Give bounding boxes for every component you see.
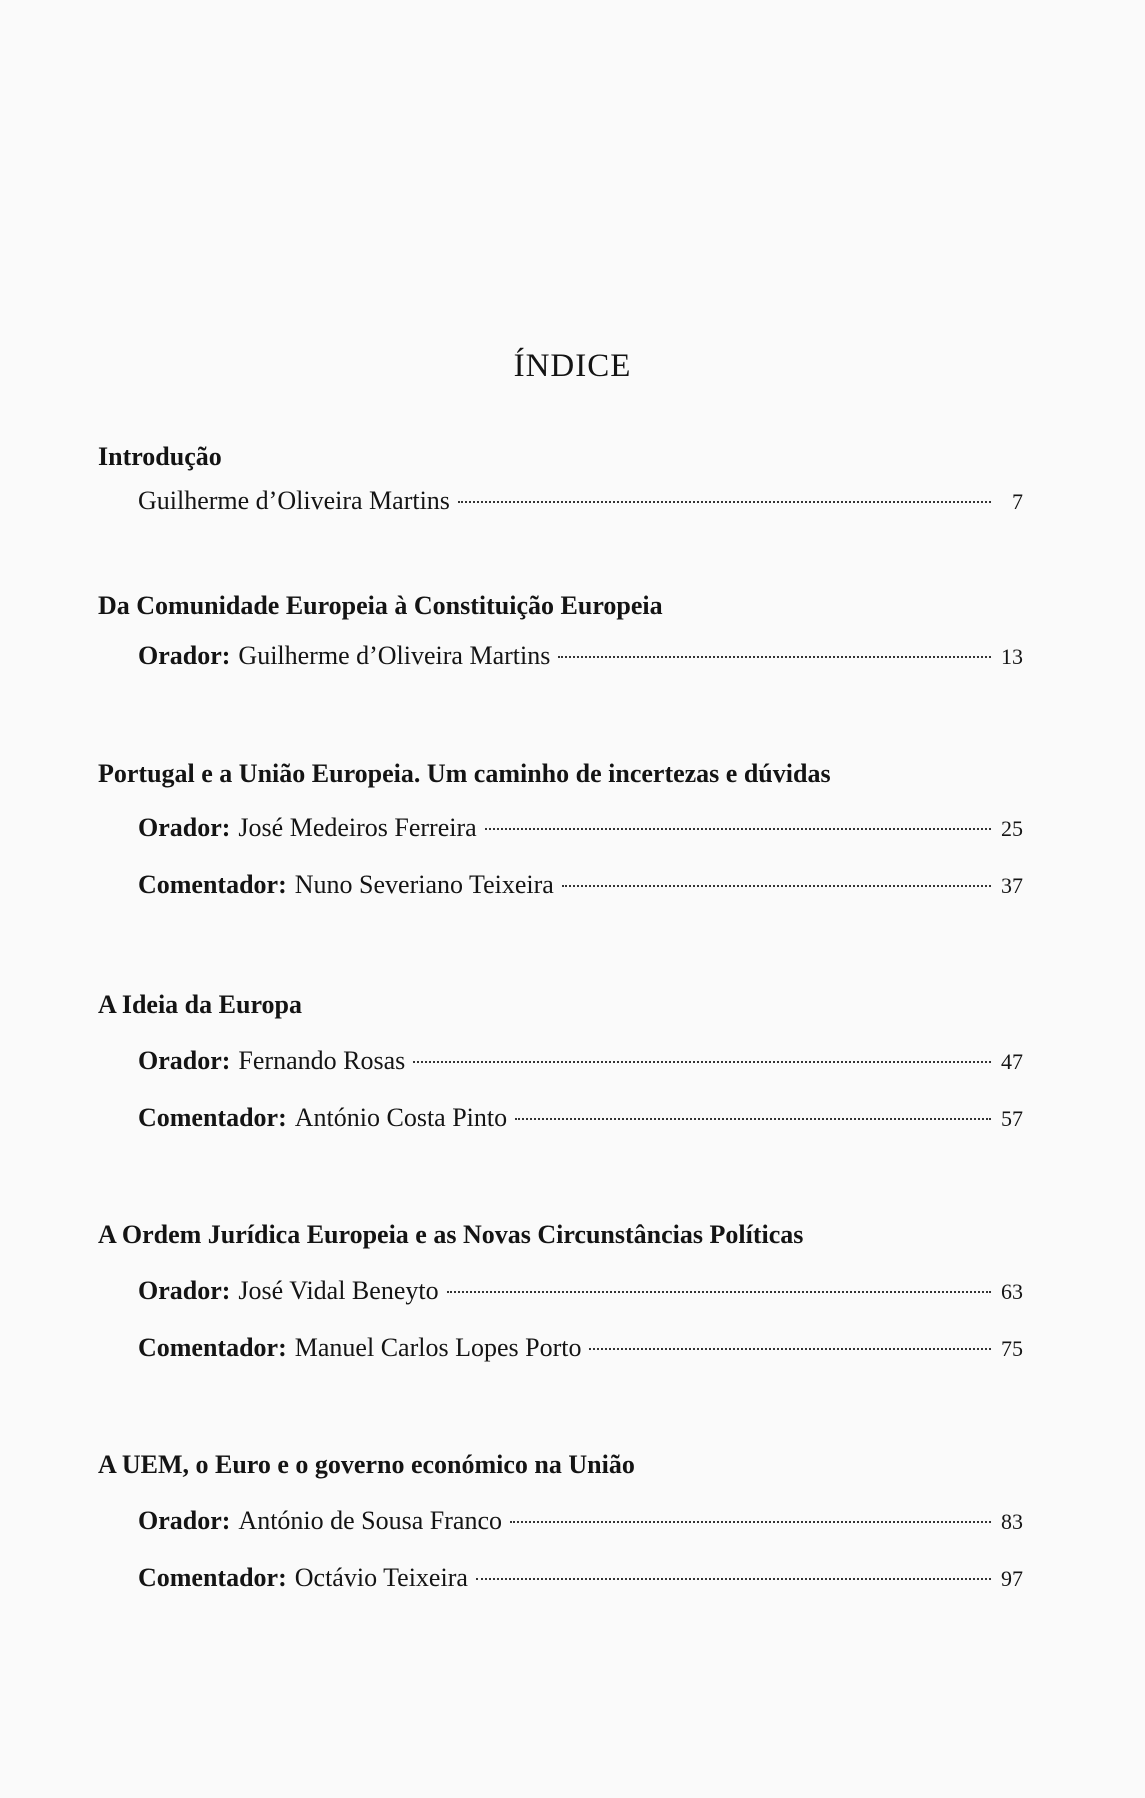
toc-entry: [138, 1561, 1023, 1596]
toc-entry: [138, 868, 1023, 903]
entry-role: Orador:: [138, 1506, 231, 1535]
toc-section-ideia-europa: [98, 988, 1023, 1136]
dot-leader: [589, 1348, 991, 1350]
entry-role: Comentador:: [138, 870, 287, 899]
section-title: A UEM, o Euro e o governo económico na União: [98, 1450, 635, 1479]
entry-name: António de Sousa Franco: [238, 1506, 503, 1535]
toc-section-ordem-juridica: [98, 1218, 1023, 1366]
page-number: 75: [1001, 1336, 1023, 1361]
section-title: Introdução: [98, 442, 222, 471]
entry-name: José Medeiros Ferreira: [238, 813, 477, 842]
toc-entry: [138, 811, 1023, 846]
section-title: Portugal e a União Europeia. Um caminho de incertezas e dúvidas: [98, 759, 831, 788]
entry-role: Comentador:: [138, 1333, 287, 1362]
toc-entry: [138, 484, 1023, 519]
dot-leader: [562, 885, 991, 887]
entry-name: Fernando Rosas: [238, 1046, 406, 1075]
page-title: ÍNDICE: [513, 348, 632, 384]
entry-role: Orador:: [138, 1046, 231, 1075]
dot-leader: [510, 1521, 991, 1523]
toc-entry: [138, 1101, 1023, 1136]
dot-leader: [458, 501, 991, 503]
dot-leader: [476, 1578, 991, 1580]
page-number: 57: [1001, 1106, 1023, 1131]
page-number: 37: [1001, 873, 1023, 898]
entry-name: Guilherme d’Oliveira Martins: [138, 486, 450, 515]
toc-entry: [138, 1274, 1023, 1309]
entry-name: Manuel Carlos Lopes Porto: [294, 1333, 582, 1362]
toc-section-comunidade: [98, 589, 1023, 674]
page-number: 63: [1001, 1279, 1023, 1304]
dot-leader: [485, 828, 991, 830]
entry-role: Comentador:: [138, 1563, 287, 1592]
page-number: 25: [1001, 816, 1023, 841]
entry-role: Orador:: [138, 1276, 231, 1305]
entry-name: José Vidal Beneyto: [238, 1276, 439, 1305]
dot-leader: [413, 1061, 991, 1063]
entry-name: Guilherme d’Oliveira Martins: [238, 641, 551, 670]
page-number: 13: [1001, 644, 1023, 669]
toc-entry: [138, 639, 1023, 674]
dot-leader: [447, 1291, 991, 1293]
dot-leader: [558, 656, 991, 658]
entry-name: Nuno Severiano Teixeira: [294, 870, 554, 899]
toc-entry: [138, 1044, 1023, 1079]
entry-role: Orador:: [138, 813, 231, 842]
section-title: A Ideia da Europa: [98, 990, 302, 1019]
toc-entry: [138, 1504, 1023, 1539]
page-number: 97: [1001, 1566, 1023, 1591]
section-title: A Ordem Jurídica Europeia e as Novas Circunstâncias Políticas: [98, 1220, 804, 1249]
toc-section-uem: [98, 1448, 1023, 1596]
section-title: Da Comunidade Europeia à Constituição Europeia: [98, 591, 663, 620]
entry-role: Orador:: [138, 641, 231, 670]
entry-name: António Costa Pinto: [294, 1103, 508, 1132]
toc-section-portugal: [98, 757, 1023, 903]
page-number: 7: [1012, 489, 1023, 514]
entry-name: Octávio Teixeira: [294, 1563, 468, 1592]
dot-leader: [515, 1118, 991, 1120]
entry-role: Comentador:: [138, 1103, 287, 1132]
page-number: 47: [1001, 1049, 1023, 1074]
toc-section-introducao: [98, 440, 1023, 519]
page-number: 83: [1001, 1509, 1023, 1534]
toc-entry: [138, 1331, 1023, 1366]
